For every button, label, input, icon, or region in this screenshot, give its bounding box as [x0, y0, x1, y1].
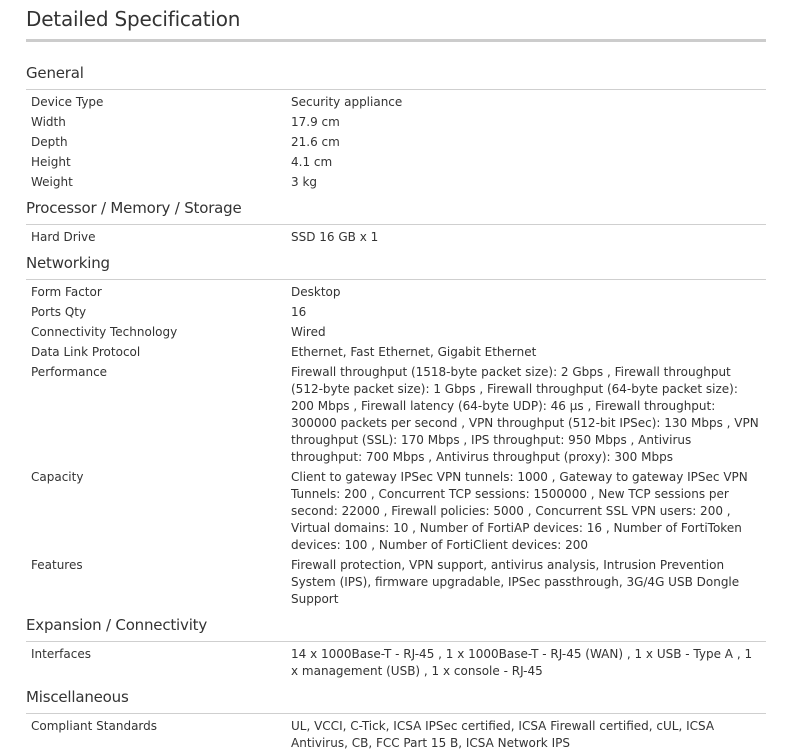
section-miscellaneous [26, 687, 766, 754]
section-title: Networking [26, 254, 110, 272]
spec-label: Width [31, 115, 66, 129]
spec-row [26, 556, 766, 610]
spec-label: Depth [31, 135, 68, 149]
spec-label: Data Link Protocol [31, 345, 141, 359]
spec-row [26, 717, 766, 754]
spec-row [26, 173, 766, 193]
spec-value: 4.1 cm [291, 155, 333, 169]
spec-label: Weight [31, 175, 73, 189]
section-divider [26, 224, 766, 225]
spec-label: Performance [31, 365, 108, 379]
spec-label: Form Factor [31, 285, 102, 299]
spec-row [26, 283, 766, 303]
spec-table [26, 228, 766, 248]
spec-table [26, 645, 766, 682]
spec-label: Connectivity Technology [31, 325, 178, 339]
spec-value: 3 kg [291, 175, 318, 189]
spec-value: Security appliance [291, 95, 403, 109]
spec-label: Device Type [31, 95, 104, 109]
spec-row [26, 113, 766, 133]
spec-table [26, 283, 766, 610]
title-divider [26, 39, 766, 42]
spec-value: Wired [291, 325, 326, 339]
spec-value: Firewall protection, VPN support, antivirus analysis, Intrusion Prevention System (IPS), firmware upgradable, IPSec passthrough, 3G/4G USB Dongle Support [291, 558, 740, 606]
spec-row [26, 153, 766, 173]
section-divider [26, 713, 766, 714]
section-expansion-connectivity [26, 615, 766, 682]
spec-row [26, 343, 766, 363]
spec-row [26, 228, 766, 248]
spec-value: Ethernet, Fast Ethernet, Gigabit Ethernet [291, 345, 537, 359]
spec-table [26, 717, 766, 754]
section-general [26, 63, 766, 193]
spec-label: Capacity [31, 470, 84, 484]
section-divider [26, 641, 766, 642]
spec-value: 21.6 cm [291, 135, 340, 149]
spec-value: SSD 16 GB x 1 [291, 230, 379, 244]
spec-label: Compliant Standards [31, 719, 158, 733]
spec-value: 14 x 1000Base-T - RJ-45 , 1 x 1000Base-T - RJ-45 (WAN) , 1 x USB - Type A , 1 x management (USB) , 1 x console - RJ-45 [291, 647, 753, 678]
spec-container [26, 0, 766, 754]
spec-row [26, 323, 766, 343]
spec-value: 17.9 cm [291, 115, 340, 129]
spec-label: Ports Qty [31, 305, 87, 319]
spec-value: Firewall throughput (1518-byte packet size): 2 Gbps , Firewall throughput (512-byte packet size): 1 Gbps , Firewall throughput (64-byte packet size): 200 Mbps , Firewall latency (64-byte UDP): 46 µs , Firewall throughput: 300000 packets per second , VPN throughput (512-bit IPSec): 130 Mbps , VPN throughput (SSL): 170 Mbps , IPS throughput: 950 Mbps , Antivirus throughput: 700 Mbps , Antivirus throughput (proxy): 300 Mbps [291, 365, 759, 464]
spec-value: UL, VCCI, C-Tick, ICSA IPSec certified, ICSA Firewall certified, cUL, ICSA Antivirus, CB, FCC Part 15 B, ICSA Network IPS [291, 719, 715, 750]
section-networking [26, 253, 766, 610]
section-divider [26, 89, 766, 90]
spec-value: Client to gateway IPSec VPN tunnels: 1000 , Gateway to gateway IPSec VPN Tunnels: 200 , Concurrent TCP sessions: 1500000 , New TCP sessions per second: 22000 , Firewall policies: 5000 , Concurrent SSL VPN users: 200 , Virtual domains: 10 , Number of FortiAP devices: 16 , Number of FortiToken devices: 100 , Number of FortiClient devices: 200 [291, 470, 748, 552]
spec-row [26, 645, 766, 682]
section-processor-memory-storage [26, 198, 766, 248]
spec-label: Features [31, 558, 83, 572]
section-divider [26, 279, 766, 280]
spec-label: Interfaces [31, 647, 91, 661]
spec-row [26, 303, 766, 323]
section-title: General [26, 64, 84, 82]
spec-label: Hard Drive [31, 230, 96, 244]
spec-row [26, 133, 766, 153]
spec-value: 16 [291, 305, 307, 319]
spec-row [26, 363, 766, 468]
section-title: Expansion / Connectivity [26, 616, 208, 634]
spec-row [26, 468, 766, 556]
spec-row [26, 93, 766, 113]
spec-table [26, 93, 766, 193]
spec-label: Height [31, 155, 71, 169]
spec-value: Desktop [291, 285, 341, 299]
section-title: Processor / Memory / Storage [26, 199, 242, 217]
section-title: Miscellaneous [26, 688, 129, 706]
page-title: Detailed Specification [26, 7, 241, 31]
